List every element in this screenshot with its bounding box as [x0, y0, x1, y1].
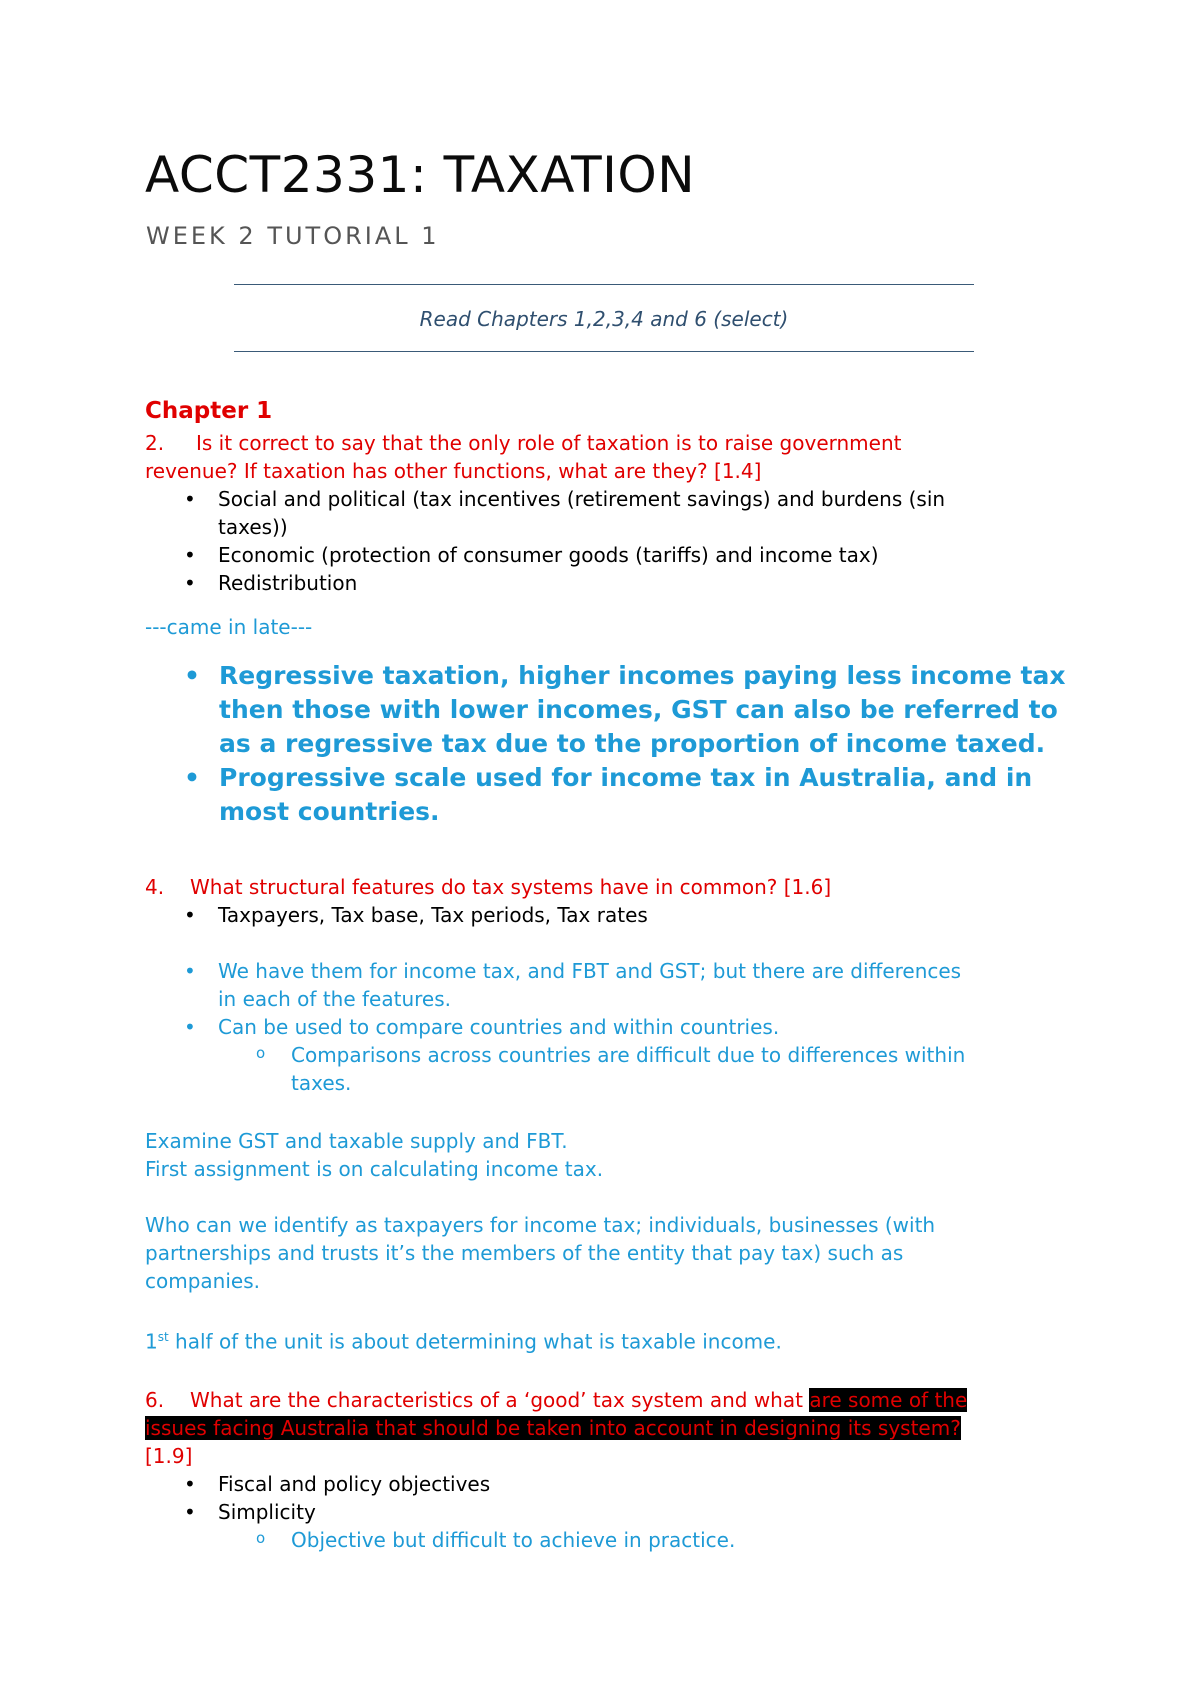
bullet-icon: •: [184, 959, 196, 983]
q4-black-bullet: Taxpayers, Tax base, Tax periods, Tax rates: [218, 903, 648, 927]
note-first-half-sup: st: [157, 1330, 169, 1344]
bullet-icon: •: [184, 571, 196, 595]
regressive-line2: then those with lower incomes, GST can also be referred to: [219, 695, 1058, 724]
q2-bullet-3: Redistribution: [218, 571, 358, 595]
bullet-icon: •: [184, 543, 196, 567]
q2-number: 2.: [145, 431, 165, 455]
q2-bullet-2: Economic (protection of consumer goods (tariffs) and income tax): [218, 543, 879, 567]
note-first-half-num: 1: [145, 1329, 158, 1354]
bullet-icon: •: [184, 903, 196, 927]
note-first-half-rest: half of the unit is about determining what is taxable income.: [168, 1329, 782, 1354]
note-taxpayers-line2: partnerships and trusts it’s the members of the entity that pay tax) such as: [145, 1241, 904, 1265]
q6-line3: [1.9]: [145, 1444, 193, 1468]
bullet-icon: •: [184, 1015, 196, 1039]
bullet-icon: •: [184, 763, 200, 792]
q4-text: What structural features do tax systems have in common? [1.6]: [190, 875, 832, 899]
bottom-rule: [234, 351, 974, 352]
late-note: ---came in late---: [145, 615, 313, 639]
note-taxpayers-line1: Who can we identify as taxpayers for income tax; individuals, businesses (with: [145, 1213, 936, 1237]
q6-bullet-2: Simplicity: [218, 1500, 316, 1524]
bullet-icon: •: [184, 487, 196, 511]
q2-bullet-1-line2: taxes)): [218, 515, 288, 539]
q4-blue-bullet-2: Can be used to compare countries and within countries.: [218, 1015, 780, 1039]
bullet-icon: •: [184, 1472, 196, 1496]
sub-bullet-marker: o: [256, 1044, 266, 1062]
note-first-half: [145, 1323, 782, 1356]
q4-number: 4.: [145, 875, 165, 899]
q6-bullet-1: Fiscal and policy objectives: [218, 1472, 491, 1496]
progressive-line2: most countries.: [219, 797, 440, 826]
bullet-icon: •: [184, 1500, 196, 1524]
document-subtitle: WEEK 2 TUTORIAL 1: [146, 222, 440, 250]
q6-line1-highlight: are some of the: [809, 1388, 968, 1412]
q2-bullet-1-line1: Social and political (tax incentives (retirement savings) and burdens (sin: [218, 487, 946, 511]
document-title: ACCT2331: TAXATION: [145, 146, 696, 204]
regressive-line1: Regressive taxation, higher incomes paying less income tax: [219, 661, 1066, 690]
regressive-line3: as a regressive tax due to the proportion of income taxed.: [219, 729, 1046, 758]
q4-blue-bullet-1-line1: We have them for income tax, and FBT and GST; but there are differences: [218, 959, 962, 983]
q6-line2-highlight: issues facing Australia that should be taken into account in designing its system?: [145, 1416, 961, 1440]
bullet-icon: •: [184, 661, 200, 690]
q6-number: 6.: [145, 1388, 165, 1412]
note-examine: Examine GST and taxable supply and FBT.: [145, 1129, 568, 1153]
progressive-line1: Progressive scale used for income tax in Australia, and in: [219, 763, 1033, 792]
q4-sub-bullet-line1: Comparisons across countries are difficult due to differences within: [291, 1043, 966, 1067]
sub-bullet-marker: o: [256, 1529, 266, 1547]
note-taxpayers-line3: companies.: [145, 1269, 260, 1293]
reading-quote: Read Chapters 1,2,3,4 and 6 (select): [419, 307, 789, 331]
q2-line1: Is it correct to say that the only role of taxation is to raise government: [196, 431, 902, 455]
q4-blue-bullet-1-line2: in each of the features.: [218, 987, 451, 1011]
q2-line2: revenue? If taxation has other functions, what are they? [1.4]: [145, 459, 762, 483]
q4-sub-bullet-line2: taxes.: [291, 1071, 352, 1095]
q6-line2: [145, 1414, 961, 1442]
q6-sub-bullet: Objective but difficult to achieve in practice.: [291, 1528, 736, 1552]
note-assignment: First assignment is on calculating income tax.: [145, 1157, 604, 1181]
top-rule: [234, 284, 974, 285]
q6-line1-plain: What are the characteristics of a ‘good’ tax system and what: [190, 1388, 810, 1412]
q6-line1: [190, 1386, 967, 1414]
chapter-heading: Chapter 1: [145, 398, 273, 424]
